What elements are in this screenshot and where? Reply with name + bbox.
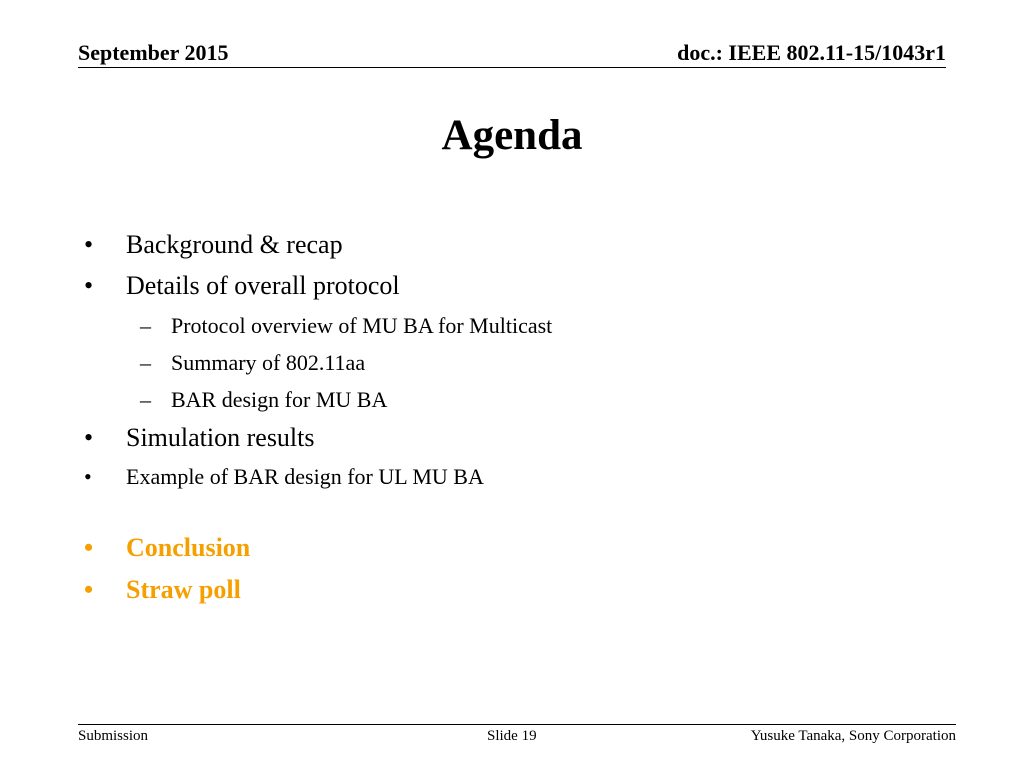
footer-rule: [78, 724, 956, 725]
dash-mark: –: [140, 387, 151, 412]
agenda-subitem-label: BAR design for MU BA: [171, 387, 388, 412]
agenda-item-label: Example of BAR design for UL MU BA: [126, 464, 484, 489]
agenda-item-label: Conclusion: [126, 533, 251, 562]
footer-slide-number: Slide 19: [487, 728, 537, 744]
bullet-mark: •: [84, 230, 94, 259]
header-rule: [78, 67, 946, 68]
header-doc-number: doc.: IEEE 802.11-15/1043r1: [677, 40, 946, 65]
agenda-item-label: Background & recap: [126, 230, 343, 259]
bullet-mark: •: [84, 533, 94, 562]
agenda-item-label: Straw poll: [126, 575, 241, 604]
agenda-item-label: Details of overall protocol: [126, 271, 400, 300]
bullet-mark: •: [84, 271, 94, 300]
dash-mark: –: [140, 313, 151, 338]
agenda-subitem-label: Summary of 802.11aa: [171, 350, 366, 375]
agenda-subitem-label: Protocol overview of MU BA for Multicast: [171, 313, 553, 338]
header-date: September 2015: [78, 40, 229, 65]
bullet-mark: •: [84, 575, 94, 604]
slide-title: Agenda: [441, 112, 583, 159]
footer-submission: Submission: [78, 728, 149, 744]
agenda-item-label: Simulation results: [126, 423, 315, 452]
bullet-mark: •: [84, 423, 94, 452]
footer-author: Yusuke Tanaka, Sony Corporation: [750, 728, 956, 744]
bullet-mark: •: [84, 464, 92, 489]
dash-mark: –: [140, 350, 151, 375]
